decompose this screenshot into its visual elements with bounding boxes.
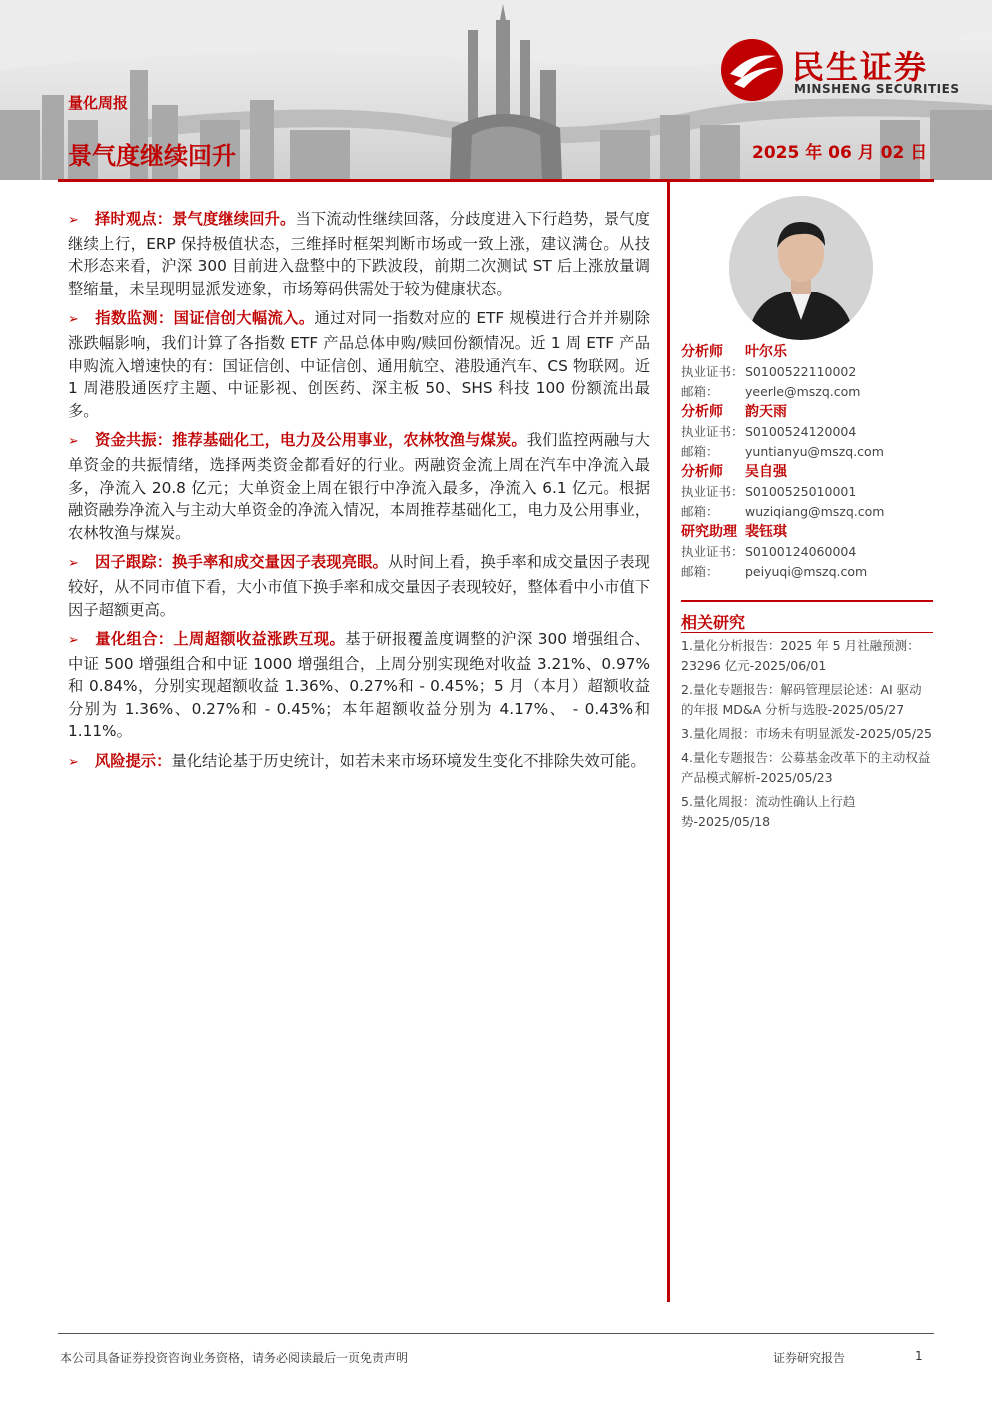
- analyst-email-link[interactable]: yuntianyu@mszq.com: [745, 444, 884, 459]
- paragraph-lead: 资金共振：推荐基础化工，电力及公用事业，农林牧渔与煤炭。: [94, 431, 527, 450]
- related-research-link[interactable]: 1.量化分析报告：2025 年 5 月社融预测：23296 亿元-2025/06/01: [681, 638, 920, 673]
- bullet-arrow-icon: ➢: [68, 556, 79, 572]
- report-type: 量化周报: [68, 94, 129, 112]
- cert-label: 执业证书：: [681, 364, 744, 379]
- logo-english-text: MINSHENG SECURITIES: [794, 82, 960, 96]
- email-label: 邮箱：: [681, 444, 719, 459]
- bullet-arrow-icon: ➢: [68, 213, 79, 228]
- paragraph-factor-tracking: [68, 551, 650, 621]
- paragraph-quant-portfolio: [68, 628, 650, 743]
- page-title: 景气度继续回升: [68, 142, 236, 170]
- analyst-name: 韵天雨: [745, 404, 787, 420]
- cert-number: S0100525010001: [745, 484, 857, 499]
- minsheng-logo-icon: [720, 38, 784, 102]
- analyst-portrait-image: [729, 196, 873, 340]
- analyst-entry: [681, 462, 933, 522]
- paragraph-risk-warning: [68, 750, 650, 775]
- email-label: 邮箱：: [681, 504, 719, 519]
- analyst-entry: [681, 342, 933, 402]
- analyst-role: 分析师: [681, 404, 723, 420]
- analyst-email-link[interactable]: peiyuqi@mszq.com: [745, 564, 868, 579]
- related-subdivider: [681, 632, 933, 633]
- related-research-link[interactable]: 2.量化专题报告：解码管理层论述：AI 驱动的年报 MD&A 分析与选股-2025/05/27: [681, 682, 922, 717]
- analyst-list: [681, 342, 933, 582]
- cert-number: S0100124060004: [745, 544, 857, 559]
- related-research-title: 相关研究: [681, 613, 746, 632]
- email-label: 邮箱：: [681, 384, 719, 399]
- paragraph-fund-resonance: [68, 429, 650, 544]
- bullet-arrow-icon: ➢: [68, 434, 79, 450]
- analyst-entry: [681, 402, 933, 462]
- main-content: [68, 208, 650, 782]
- paragraph-timing-view: [68, 208, 650, 300]
- header-divider: [58, 179, 934, 182]
- bullet-arrow-icon: ➢: [68, 312, 79, 328]
- analyst-entry: [681, 522, 933, 582]
- cert-number: S0100522110002: [745, 364, 857, 379]
- column-divider: [667, 182, 670, 1302]
- related-research-link[interactable]: 3.量化周报：市场未有明显派发-2025/05/25: [681, 726, 932, 741]
- cert-label: 执业证书：: [681, 424, 744, 439]
- footer-doc-type: 证券研究报告: [773, 1351, 846, 1365]
- paragraph-lead: 量化组合：上周超额收益涨跌互现。: [94, 630, 346, 649]
- related-divider: [681, 600, 933, 602]
- page-number: 1: [915, 1349, 923, 1363]
- related-research-link[interactable]: 4.量化专题报告：公募基金改革下的主动权益产品模式解析-2025/05/23: [681, 750, 931, 785]
- paragraph-lead: 择时观点：景气度继续回升。: [94, 210, 296, 228]
- analyst-email-link[interactable]: wuziqiang@mszq.com: [745, 504, 885, 519]
- analyst-name: 吴自强: [745, 464, 787, 480]
- related-research-list: [681, 636, 933, 836]
- analyst-email-link[interactable]: yeerle@mszq.com: [745, 384, 861, 399]
- bullet-arrow-icon: ➢: [68, 633, 79, 649]
- paragraph-index-monitor: [68, 307, 650, 422]
- analyst-role: 分析师: [681, 464, 723, 480]
- minsheng-logo: [720, 38, 970, 102]
- analyst-name: 叶尔乐: [745, 344, 787, 360]
- header-banner: [0, 0, 992, 180]
- analyst-role: 研究助理: [681, 524, 737, 540]
- cert-number: S0100524120004: [745, 424, 857, 439]
- paragraph-text: 量化结论基于历史统计，如若未来市场环境发生变化不排除失效可能。: [171, 752, 646, 771]
- related-research-link[interactable]: 5.量化周报：流动性确认上行趋势-2025/05/18: [681, 794, 856, 829]
- paragraph-text: 当下流动性继续回落，分歧度进入下行趋势，景气度继续上行，ERP 保持极值状态，三维择时框架判断市场或一致上涨，建议满仓。从技术形态来看，沪深 300 目前进入盘整中的下跌波段，前期二次测试 ST 后上涨放量调整缩量，未呈现明显派发迹象，市场筹码供需处于较为健康状态。: [68, 210, 650, 298]
- paragraph-lead: 因子跟踪：换手率和成交量因子表现亮眼。: [94, 553, 388, 572]
- paragraph-lead: 风险提示：: [94, 752, 172, 771]
- footer-disclaimer: 本公司具备证券投资咨询业务资格，请务必阅读最后一页免责声明: [60, 1351, 409, 1365]
- paragraph-text: 我们监控两融与大单资金的共振情绪，选择两类资金都看好的行业。两融资金流上周在汽车中净流入最多，净流入 20.8 亿元；大单资金上周在银行中净流入最多，净流入 6.1 亿元。根据融资融券净流入与主动大单资金的净流入情况，本周推荐基础化工，电力及公用事业，农林牧渔与煤炭。: [68, 431, 650, 542]
- bullet-arrow-icon: ➢: [68, 755, 79, 771]
- paragraph-text: 通过对同一指数对应的 ETF 规模进行合并并剔除涨跌幅影响，我们计算了各指数 ETF 产品总体申购/赎回份额情况。近 1 周 ETF 产品申购流入增速快的有：国证信创、中证信创、通用航空、港股通汽车、CS 物联网。近 1 周港股通医疗主题、中证影视、创医药、深主板 50、SHS 科技 100 份额流出最多。: [68, 309, 650, 420]
- paragraph-text: 基于研报覆盖度调整的沪深 300 增强组合、中证 500 增强组合和中证 1000 增强组合，上周分别实现绝对收益 3.21%、0.97%和 0.84%，分别实现超额收益 1.36%、0.27%和 - 0.45%；5 月（本月）超额收益分别为 1.36%、0.27%和 - 0.45%；本年超额收益分别为 4.17%、 - 0.43%和 1.11%。: [68, 630, 650, 741]
- logo-chinese-text: 民生证券: [792, 48, 929, 86]
- footer-divider: [58, 1333, 934, 1334]
- analyst-photo: [729, 196, 873, 340]
- email-label: 邮箱：: [681, 564, 719, 579]
- cert-label: 执业证书：: [681, 544, 744, 559]
- analyst-role: 分析师: [681, 344, 723, 360]
- cert-label: 执业证书：: [681, 484, 744, 499]
- paragraph-lead: 指数监测：国证信创大幅流入。: [94, 309, 315, 328]
- paragraph-text: 从时间上看，换手率和成交量因子表现较好，从不同市值下看，大小市值下换手率和成交量因子表现较好，整体看中小市值下因子超额更高。: [68, 553, 650, 619]
- report-date: 2025 年 06 月 02 日: [752, 143, 928, 163]
- analyst-name: 裴钰琪: [745, 524, 787, 540]
